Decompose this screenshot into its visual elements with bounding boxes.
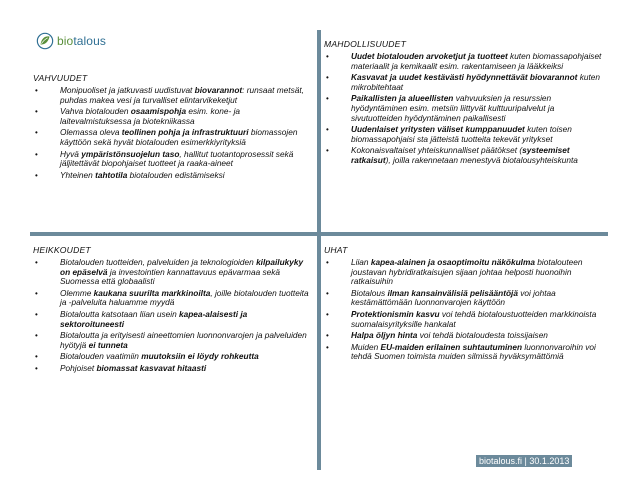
weaknesses-quadrant [30,236,317,470]
item-text-pre: Liian [351,257,371,267]
bullet-icon: • [326,309,329,319]
list-item [324,310,604,329]
threats-list [324,258,604,364]
item-text-pre: Olemme [60,287,94,298]
list-item [33,310,313,329]
item-text-post: luonnonvaroihin voi tehdä Suomen toimista muiden silmissä hyväksymättömiä [351,341,596,362]
item-text-pre: Olemassa oleva [60,127,122,138]
bullet-icon: • [35,128,38,138]
item-text-bold: kapea-alainen ja osaoptimoitu näkökulma [370,257,535,267]
bullet-icon: • [326,258,329,267]
list-item [33,107,313,126]
bullet-icon: • [35,288,38,298]
threats-title: UHAT [324,245,348,255]
weaknesses-title: HEIKKOUDET [33,245,91,255]
item-text-bold: biovarannot [194,85,243,95]
opportunities-quadrant [321,30,608,232]
biotalous-logo [36,32,106,50]
item-text-bold: Uudenlaiset yritysten väliset kumppanuudet [351,124,525,135]
item-text-bold: ei tunneta [88,339,128,350]
bullet-icon: • [35,363,38,373]
list-item [33,289,313,308]
item-text-post: , joille biotalouden tuotteita ja -palveluita haluamme myydä [60,287,309,308]
item-text-bold: muutoksiin ei löydy rohkeutta [141,351,259,362]
item-text-post: biotalouteen joustavan hybridiratkaisujen sijaan johtaa helposti huonoihin ratkaisuihin [351,257,583,287]
list-item [33,86,313,105]
list-item [324,343,604,362]
bullet-icon: • [326,146,329,156]
bullet-icon: • [326,52,329,61]
opportunities-list [324,52,604,168]
bullet-icon: • [326,94,329,104]
item-text-post: biotalouden edistämiseksi [127,169,225,180]
bullet-icon: • [326,125,329,135]
list-item [324,125,604,144]
list-item [324,73,604,92]
item-text-bold: kilpailukyky on epäselvä [60,257,304,277]
item-text-bold: tahtotila [95,169,128,180]
item-text-post: esim. kone- ja laitevalmistuksessa ja biotekniikassa [60,106,241,126]
bullet-icon: • [35,331,38,341]
bullet-icon: • [35,170,38,180]
item-text-post: kuten mikrobitehtaat [351,72,601,92]
item-text-pre: Monipuoliset ja jatkuvasti uudistuvat [60,85,195,95]
list-item [33,150,313,169]
item-text-bold: osaamispohja [130,106,187,117]
item-text-bold: biomassat kasvavat hitaasti [96,362,207,373]
leaf-logo-icon [36,32,54,50]
item-text-bold: ympäristönsuojelun taso [81,148,180,159]
item-text-bold: EU-maiden erilainen suhtautuminen [380,341,523,352]
item-text-pre: Vahva biotalouden [60,106,131,117]
strengths-title: VAHVUUDET [33,73,88,83]
threats-quadrant [321,236,608,470]
strengths-quadrant [30,30,317,232]
logo-text-bio: bio [57,34,74,48]
bullet-icon: • [35,149,38,159]
item-text-pre: Kokonaisvaltaiset yhteiskunnalliset päätökset ( [351,145,523,156]
item-text-post: ja investointien kannattavuus epävarmaa sekä Suomessa että globaalisti [60,266,281,287]
bullet-icon: • [326,331,329,341]
item-text-bold: systeemiset ratkaisut [351,145,570,165]
item-text-pre: Yhteinen [60,169,96,180]
list-item [324,331,604,341]
item-text-post: ), joilla rakennetaan menestyvä biotalousyhteiskunta [385,154,578,165]
logo-text-talous: talous [73,34,106,48]
item-text-post: kuten biomassapohjaiset materiaalit ja kemikaalit esim. rakentamiseen ja lääkkeiksi [351,51,602,71]
list-item [33,331,313,350]
item-text-bold: kaukana suurilta markkinoilta [93,287,211,298]
list-item [33,352,313,362]
item-text-post: kuten toisen biomassapohjaisi sta jätteistä tuotteita tekevät yritykset [351,124,572,144]
bullet-icon: • [35,107,38,117]
item-text-post: , hallitut tuotantoprosessit sekä jäljitettävät biopohjaiset tuotteet ja raaka-aineet [60,148,294,169]
item-text-bold: Kasvavat ja uudet kestävästi hyödynnettävät biovarannot [351,72,578,83]
footer-credit: biotalous.fi | 30.1.2013 [476,455,572,467]
list-item [33,171,313,181]
item-text-post: voi tehdä biotaloustuotteiden markkinoista suomalaisyrityksille hankalat [351,308,597,329]
bullet-icon: • [326,342,329,352]
list-item [33,258,313,287]
item-text-pre: Biotalouden vaatimiin [60,351,142,362]
item-text-bold: Paikallisten ja alueellisten [351,93,454,104]
item-text-pre: Biotaloutta katsotaan liian usein [60,308,180,319]
bullet-icon: • [35,86,38,95]
item-text-bold: Uudet biotalouden arvoketjut ja tuotteet [351,51,508,61]
list-item [324,52,604,71]
item-text-post: biomassojen käyttöön sekä hyvät biotalouden esimerkkiyrityksiä [60,127,298,147]
item-text-bold: kapea-alaisesti ja sektoroituneesti [60,308,248,329]
bullet-icon: • [326,73,329,83]
list-item [324,258,604,287]
item-text-pre: Muiden [351,341,381,352]
item-text-pre: Pohjoiset [60,362,97,373]
list-item [33,128,313,147]
item-text-bold: teollinen pohja ja infrastruktuuri [121,127,249,138]
item-text-pre: Hyvä [60,148,82,159]
vertical-divider [317,30,321,470]
list-item [324,146,604,165]
item-text-pre: Biotalouden tuotteiden, palveluiden ja teknologioiden [60,257,257,267]
item-text-bold: Halpa öljyn hinta [351,330,418,341]
item-text-bold: ilman kansainvälisiä pelisääntöjä [387,287,518,298]
list-item [33,364,313,374]
item-text-post: vahvuuksien ja resurssien hyödyntäminen esim. metsiin liittyvät kulttuuripalvelut ja sivutuotteiden hyödyntäminen paikallisesti [351,93,555,123]
item-text-post: voi tehdä biotaloudesta toissijaisen [417,330,548,341]
bullet-icon: • [35,258,38,267]
weaknesses-list [33,258,313,376]
item-text-post: : runsaat metsät, puhdas makea vesi ja turvalliset elintarvikeketjut [60,85,304,105]
strengths-list [33,86,313,182]
item-text-pre: Biotaloutta ja erityisesti aineettomien luonnonvarojen ja palveluiden hyötyjä [60,330,307,350]
list-item [324,289,604,308]
logo-wordmark [57,34,106,48]
bullet-icon: • [35,352,38,362]
item-text-post: voi johtaa kestämättömään luonnonvarojen käyttöön [351,287,556,308]
item-text-bold: Protektionismin kasvu [351,308,440,319]
bullet-icon: • [35,309,38,319]
swot-grid [30,30,608,470]
bullet-icon: • [326,288,329,298]
opportunities-title: MAHDOLLISUUDET [324,39,407,49]
item-text-pre: Biotalous [351,287,388,298]
list-item [324,94,604,123]
